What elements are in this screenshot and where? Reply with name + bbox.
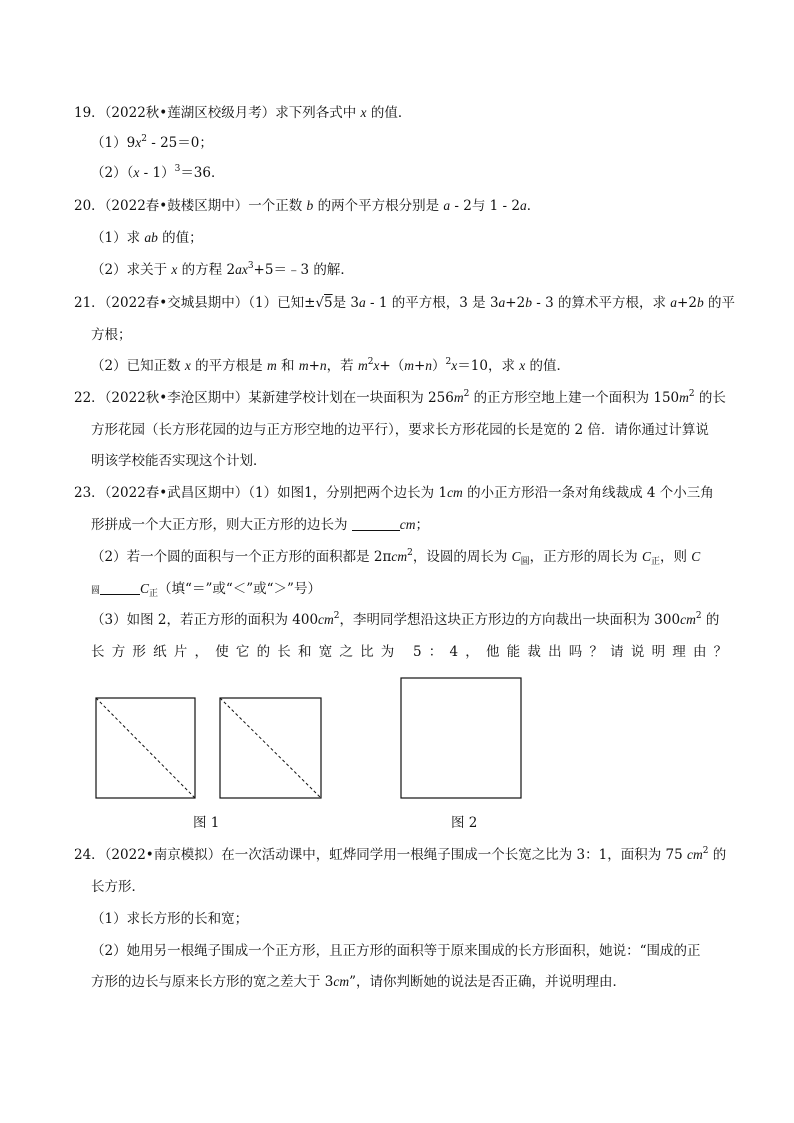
figure2-square — [401, 678, 521, 798]
q20-part1: （1）求 ab 的值； — [91, 230, 203, 246]
q20-heading: 20．（2022春•鼓楼区期中）一个正数 b 的两个平方根分别是 a - 2与 1 - 2a． — [74, 198, 541, 214]
q20-part2: （2）求关于 x 的方程 $2ax^3+5=﹣3$ 的解． — [91, 261, 354, 278]
q22-line2: 方形花园（长方形花园的边与正方形空地的边平行），要求长方形花园的长是宽的 2 倍．请你通过计算说 — [91, 422, 709, 438]
q21-part2: （2）已知正数 x 的平方根是 m 和 m+n，若 $m^2x+(m+n)^2x=10$，求 x 的值． — [91, 357, 571, 374]
q24-line3: （1）求长方形的长和宽； — [91, 911, 249, 927]
q23-line6: 长方形纸片，使它的长和宽之比为 5：4，他能裁出吗？请说明理由？ — [91, 644, 735, 660]
figure1-label: 图 1 — [193, 815, 220, 831]
q23-line4: 圆 $C_正$（填“＝”或“＜”或“＞”号） — [91, 581, 321, 599]
q19-part2: （2）（x - 1）$^3$＝36． — [91, 164, 225, 181]
q19-heading: 19．（2022秋•莲湖区校级月考）求下列各式中 x 的值． — [74, 105, 412, 121]
q19-part1: $(1)9x^2 - 25=0$； — [91, 134, 213, 151]
q24-line2: 长方形． — [91, 879, 145, 895]
q21-heading-cont: 方根； — [91, 327, 132, 343]
figure1-square-right — [220, 698, 321, 798]
q23-line1: 23．（2022春•武昌区期中）（1）如图1，分别把两个边长为 1cm 的小正方形沿一条对角线裁成 4 个小三角 — [74, 485, 714, 501]
q24-line1: 24．（2022•南京模拟）在一次活动课中，虹烨同学用一根绳子围成一个长宽之比为 3：1，面积为 75 $cm^2$ 的 — [74, 846, 727, 863]
q23-line2: 形拼成一个大正方形，则大正方形的边长为 cm； — [91, 517, 430, 533]
q24-line4: （2）她用另一根绳子围成一个正方形，且正方形的面积等于原来围成的长方形面积，她说：“围成的正 — [91, 943, 701, 959]
figure1-square-left — [96, 698, 195, 798]
q24-line5: 方形的边长与原来长方形的宽之差大于 3cm”，请你判断她的说法是否正确，并说明理由． — [91, 974, 627, 990]
q21-heading: 21．（2022春•交城县期中）（1）已知±√5是 3a - 1 的平方根，3 是 3a+2b - 3 的算术平方根，求 a+2b 的平 — [74, 295, 735, 311]
figure2-label: 图 2 — [451, 815, 478, 831]
q22-line1: 22．（2022秋•李沧区期中）某新建学校计划在一块面积为 $256m^2$ 的正方形空地上建一个面积为 $150m^2$ 的长 — [74, 389, 726, 406]
q23-line5: （3）如图 2，若正方形的面积为 $400cm^2$，李明同学想沿这块正方形边的方向裁出一块面积为 $300cm^2$ 的 — [91, 611, 720, 628]
q22-line3: 明该学校能否实现这个计划． — [91, 453, 267, 469]
q23-line3: （2）若一个圆的面积与一个正方形的面积都是 2πcm$^2$，设圆的周长为 $C_圆$，正方形的周长为 $C_正$，则 C — [91, 548, 701, 567]
